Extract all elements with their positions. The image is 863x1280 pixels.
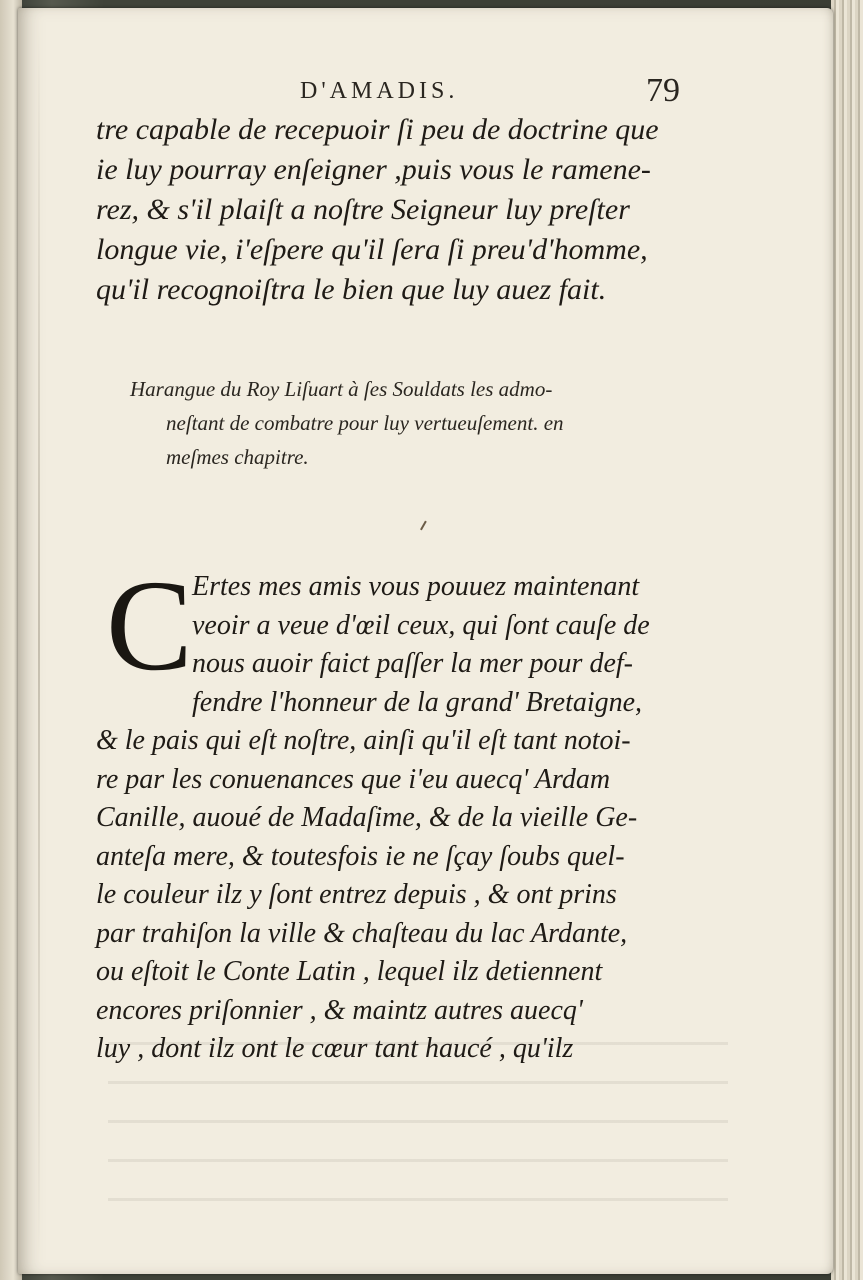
text-line: re par les conuenances que i'eu auecq' Ardam [96, 763, 611, 795]
heading-line: neſtant de combatre pour luy vertueuſement. en [166, 411, 564, 435]
bleed-through-text [108, 1018, 728, 1218]
text-line: Ertes mes amis vous pouuez maintenant [192, 571, 640, 602]
drop-cap: C [106, 554, 193, 698]
running-head: D'AMADIS. [300, 78, 459, 104]
ink-mark [420, 521, 432, 534]
text-line: & le pais qui eſt noſtre, ainſi qu'il eſt tant notoi- [96, 725, 631, 756]
text-line: ou eſtoit le Conte Latin , lequel ilz detiennent [96, 956, 603, 987]
page-number: 79 [646, 72, 680, 109]
paragraph-continued [96, 110, 736, 310]
text-line: le couleur ilz y ſont entrez depuis , & ont prins [96, 879, 617, 910]
text-line: rez, & s'il plaiſt a noſtre Seigneur luy preſter [96, 193, 630, 226]
text-line: fendre l'honneur de la grand' Bretaigne, [192, 686, 643, 718]
harangue-body [96, 554, 736, 1069]
book-page [18, 8, 833, 1274]
heading-line: meſmes chapitre. [166, 445, 309, 469]
text-line: tre capable de recepuoir ſi peu de doctrine que [96, 113, 659, 146]
text-line: ie luy pourray enſeigner ,puis vous le ramene- [96, 153, 651, 186]
text-line: qu'il recognoiſtra le bien que luy auez fait. [96, 273, 607, 306]
page-stack-edges [831, 0, 863, 1280]
text-line: encores priſonnier , & maintz autres auecq' [96, 994, 583, 1026]
text-line: par trahiſon la ville & chaſteau du lac Ardante, [96, 917, 628, 949]
heading-line: Harangue du Roy Liſuart à ſes Souldats les admo- [130, 377, 553, 401]
text-line: longue vie, i'eſpere qu'il ſera ſi preu'd'homme, [96, 233, 648, 266]
text-line: anteſa mere, & toutesfois ie ne ſçay ſoubs quel- [96, 840, 625, 872]
section-heading [130, 372, 730, 474]
text-line: luy , dont ilz ont le cœur tant haucé , qu'ilz [96, 1033, 574, 1064]
text-line: Canille, auoué de Madaſime, & de la vieille Ge- [96, 802, 638, 833]
gutter-shadow [38, 28, 40, 1258]
text-line: veoir a veue d'œil ceux, qui ſont cauſe de [192, 609, 650, 641]
text-line: nous auoir faict paſſer la mer pour def- [192, 648, 633, 679]
